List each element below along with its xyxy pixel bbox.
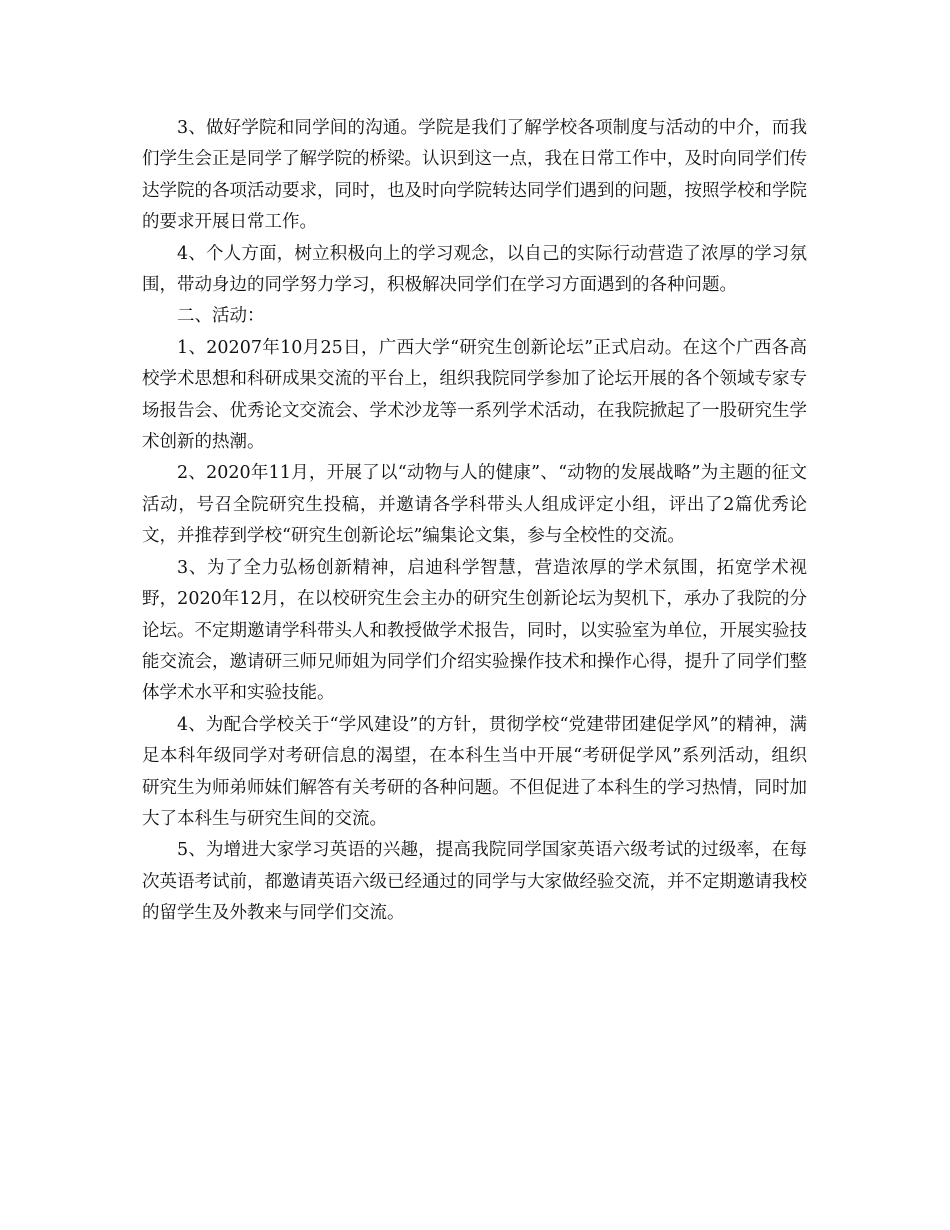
activity-item-1: 1、20207年10月25日，广西大学“研究生创新论坛”正式启动。在这个广西各高校学术思想和科研成果交流的平台上，组织我院同学参加了论坛开展的各个领域专家专场报告会、优秀论文交流会、学术沙龙等一系列学术活动，在我院掀起了一股研究生学术创新的热潮。 [142, 337, 807, 453]
section-heading-activities: 二、活动： [177, 306, 265, 327]
document-body [142, 113, 807, 930]
activity-item-5: 5、为增进大家学习英语的兴趣，提高我院同学国家英语六级考试的过级率，在每次英语考试前，都邀请英语六级已经通过的同学与大家做经验交流，并不定期邀请我校的留学生及外教来与同学们交流。 [142, 840, 807, 924]
activity-item-2: 2、2020年11月，开展了以“动物与人的健康”、“动物的发展战略”为主题的征文活动，号召全院研究生投稿，并邀请各学科带头人组成评定小组，评出了2篇优秀论文，并推荐到学校“研究生创新论坛”编集论文集，参与全校性的交流。 [142, 463, 807, 547]
paragraph-item-3: 3、做好学院和同学间的沟通。学院是我们了解学校各项制度与活动的中介，而我们学生会正是同学了解学院的桥梁。认识到这一点，我在日常工作中，及时向同学们传达学院的各项活动要求，同时，也及时向学院转达同学们遇到的问题，按照学校和学院的要求开展日常工作。 [142, 118, 807, 233]
activity-item-4: 4、为配合学校关于“学风建设”的方针，贯彻学校“党建带团建促学风”的精神，满足本科年级同学对考研信息的渴望，在本科生当中开展“考研促学风”系列活动，组织研究生为师弟师妹们解答有关考研的各种问题。不但促进了本科生的学习热情，同时加大了本科生与研究生间的交流。 [142, 714, 807, 829]
paragraph-item-4: 4、个人方面，树立积极向上的学习观念，以自己的实际行动营造了浓厚的学习氛围，带动身边的同学努力学习，积极解决同学们在学习方面遇到的各种问题。 [142, 243, 807, 296]
activity-item-3: 3、为了全力弘杨创新精神，启迪科学智慧，营造浓厚的学术氛围，拓宽学术视野，2020年12月，在以校研究生会主办的研究生创新论坛为契机下，承办了我院的分论坛。不定期邀请学科带头人和教授做学术报告，同时，以实验室为单位，开展实验技能交流会，邀请研三师兄师姐为同学们介绍实验操作技术和操作心得，提升了同学们整体学术水平和实验技能。 [142, 557, 807, 704]
